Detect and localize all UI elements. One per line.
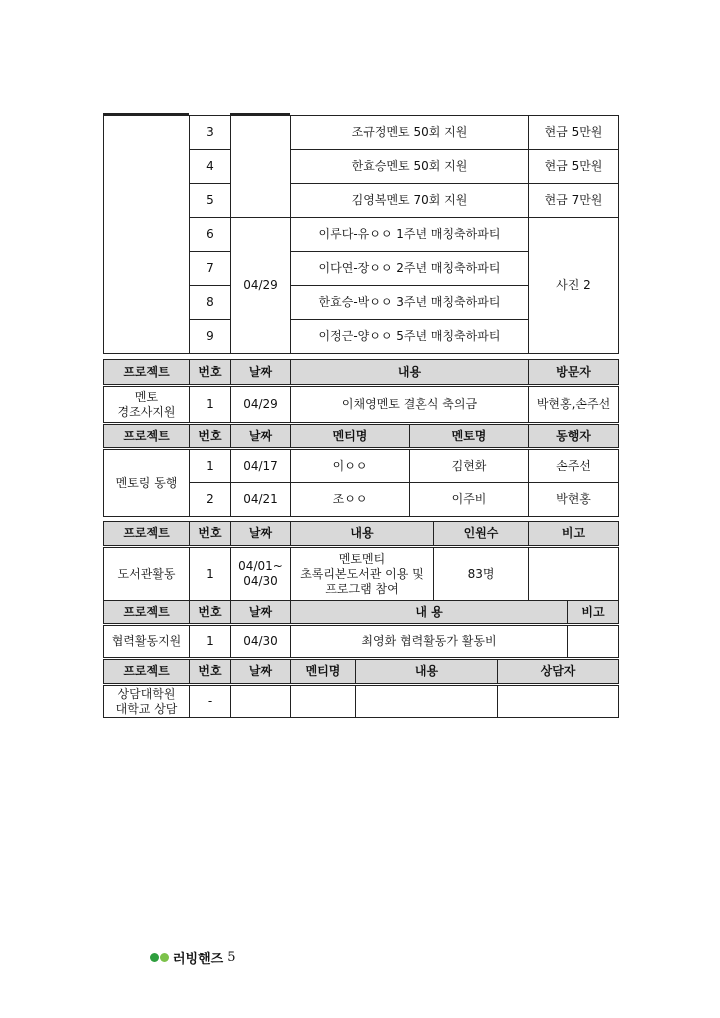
- condolence-table: [103, 359, 619, 423]
- header-counselor: 상담자: [498, 660, 619, 685]
- project-cell-empty: [104, 116, 190, 354]
- row-number: 2: [190, 483, 231, 517]
- header-project: 프로젝트: [104, 660, 190, 685]
- row-content: 조규정멘토 50회 지원: [291, 116, 529, 150]
- row-number: 8: [190, 286, 231, 320]
- date-line: 04/01~: [238, 559, 283, 573]
- header-mentee: 멘티명: [291, 425, 410, 449]
- project-line: 상담대학원: [117, 686, 176, 701]
- brand-name: 러빙핸즈: [173, 952, 224, 967]
- row-number: 1: [190, 449, 231, 483]
- logo-dot-icon: [160, 953, 169, 962]
- project-line: 경조사지원: [117, 404, 176, 419]
- row-date: [231, 547, 291, 601]
- party-date: 04/29: [231, 218, 291, 354]
- counseling-table: [103, 659, 619, 718]
- row-date: 04/17: [231, 449, 291, 483]
- row-date: 04/29: [231, 386, 291, 423]
- header-content: 내용: [356, 660, 498, 685]
- header-project: 프로젝트: [104, 425, 190, 449]
- project-line: 멘토: [134, 389, 159, 404]
- header-date: 날짜: [231, 425, 291, 449]
- row-people: 83명: [434, 547, 529, 601]
- row-number: 5: [190, 184, 231, 218]
- date-cell-empty: [231, 116, 291, 218]
- content-line: 프로그램 참여: [325, 581, 399, 596]
- content-line: 멘토멘티: [338, 551, 386, 566]
- row-date: 04/21: [231, 483, 291, 517]
- row-number: 9: [190, 320, 231, 354]
- row-companion: 박현홍: [529, 483, 619, 517]
- header-date: 날짜: [231, 601, 291, 625]
- row-visitor: 박현홍,손주선: [529, 386, 619, 423]
- row-mentor: 김현화: [410, 449, 529, 483]
- row-note: 현금 7만원: [529, 184, 619, 218]
- header-number: 번호: [190, 601, 231, 625]
- row-content: 이루다-유ㅇㅇ 1주년 매칭축하파티: [291, 218, 529, 252]
- project-name: [104, 685, 190, 718]
- cooperation-table: [103, 600, 619, 658]
- header-number: 번호: [190, 360, 231, 386]
- project-line: 대학교 상담: [115, 701, 178, 716]
- page-footer: [150, 948, 236, 967]
- row-note: 현금 5만원: [529, 150, 619, 184]
- row-number: 4: [190, 150, 231, 184]
- logo-icon: [150, 953, 169, 962]
- row-number: 1: [190, 386, 231, 423]
- project-name: 멘토링 동행: [104, 449, 190, 517]
- library-table: [103, 521, 619, 601]
- header-date: 날짜: [231, 522, 291, 547]
- row-companion: 손주선: [529, 449, 619, 483]
- row-number: -: [190, 685, 231, 718]
- row-content: 한효승멘토 50회 지원: [291, 150, 529, 184]
- header-number: 번호: [190, 660, 231, 685]
- row-date-empty: [231, 685, 291, 718]
- support-table: [103, 115, 619, 354]
- header-date: 날짜: [231, 660, 291, 685]
- row-mentee-empty: [291, 685, 356, 718]
- row-number: 1: [190, 547, 231, 601]
- row-remark: [568, 625, 619, 658]
- header-content: 내용: [291, 522, 434, 547]
- row-content-empty: [356, 685, 498, 718]
- row-counselor-empty: [498, 685, 619, 718]
- row-mentee: 이ㅇㅇ: [291, 449, 410, 483]
- header-mentee: 멘티명: [291, 660, 356, 685]
- project-name: [104, 386, 190, 423]
- project-name: 협력활동지원: [104, 625, 190, 658]
- row-remark: [529, 547, 619, 601]
- header-project: 프로젝트: [104, 360, 190, 386]
- mentoring-table: [103, 424, 619, 517]
- header-project: 프로젝트: [104, 601, 190, 625]
- party-note: 사진 2: [529, 218, 619, 354]
- row-number: 7: [190, 252, 231, 286]
- page-number: 5: [227, 950, 236, 965]
- row-content: 최영화 협력활동가 활동비: [291, 625, 568, 658]
- header-mentor: 멘토명: [410, 425, 529, 449]
- row-number: 3: [190, 116, 231, 150]
- row-content: 이다연-장ㅇㅇ 2주년 매칭축하파티: [291, 252, 529, 286]
- date-line: 04/30: [243, 574, 278, 588]
- row-content: 이정근-양ㅇㅇ 5주년 매칭축하파티: [291, 320, 529, 354]
- header-content: 내 용: [291, 601, 568, 625]
- header-visitor: 방문자: [529, 360, 619, 386]
- row-mentee: 조ㅇㅇ: [291, 483, 410, 517]
- content-line: 초록리본도서관 이용 및: [300, 566, 424, 581]
- logo-dot-icon: [150, 953, 159, 962]
- header-number: 번호: [190, 522, 231, 547]
- row-content: 이채영멘토 결혼식 축의금: [291, 386, 529, 423]
- header-date: 날짜: [231, 360, 291, 386]
- header-content: 내용: [291, 360, 529, 386]
- row-content: 한효승-박ㅇㅇ 3주년 매칭축하파티: [291, 286, 529, 320]
- row-note: 현금 5만원: [529, 116, 619, 150]
- header-remark: 비고: [568, 601, 619, 625]
- header-number: 번호: [190, 425, 231, 449]
- row-mentor: 이주비: [410, 483, 529, 517]
- header-companion: 동행자: [529, 425, 619, 449]
- row-number: 6: [190, 218, 231, 252]
- header-project: 프로젝트: [104, 522, 190, 547]
- row-number: 1: [190, 625, 231, 658]
- row-content: [291, 547, 434, 601]
- header-people: 인원수: [434, 522, 529, 547]
- project-name: 도서관활동: [104, 547, 190, 601]
- row-content: 김영복멘토 70회 지원: [291, 184, 529, 218]
- row-date: 04/30: [231, 625, 291, 658]
- header-remark: 비고: [529, 522, 619, 547]
